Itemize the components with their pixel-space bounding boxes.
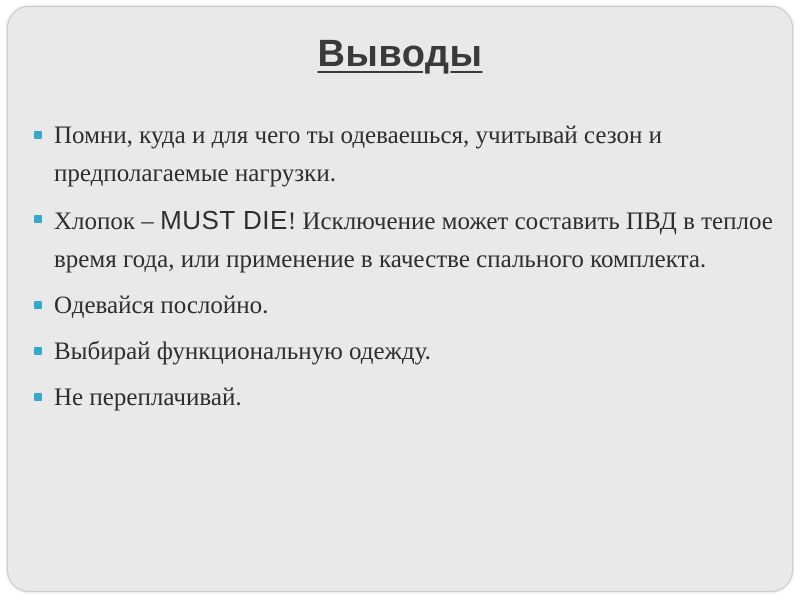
bullet-list [34,117,774,425]
slide [7,6,793,592]
bullet-text: Одевайся послойно. [54,292,269,319]
bullet-text: Выбирай функциональную одежду. [54,338,431,365]
bullet-marker-icon [34,131,42,139]
bullet-item [34,379,774,417]
bullet-marker-icon [34,215,42,223]
bullet-text-prefix: Хлопок – [54,208,161,235]
bullet-text-suffix: ! Исключение может составить ПВД в теплое время года, или применение в качестве спального комплекта. [54,208,773,273]
bullet-marker-icon [34,393,42,401]
bullet-item [34,333,774,371]
bullet-item [34,201,774,279]
slide-title: Выводы [317,33,483,75]
bullet-marker-icon [34,301,42,309]
bullet-emphasis: MUST DIE [160,205,288,235]
bullet-item [34,117,774,193]
bullet-marker-icon [34,347,42,355]
bullet-item [34,287,774,325]
bullet-text: Не переплачивай. [54,384,242,411]
bullet-text: Помни, куда и для чего ты одеваешься, учитывай сезон и предполагаемые нагрузки. [54,122,662,187]
